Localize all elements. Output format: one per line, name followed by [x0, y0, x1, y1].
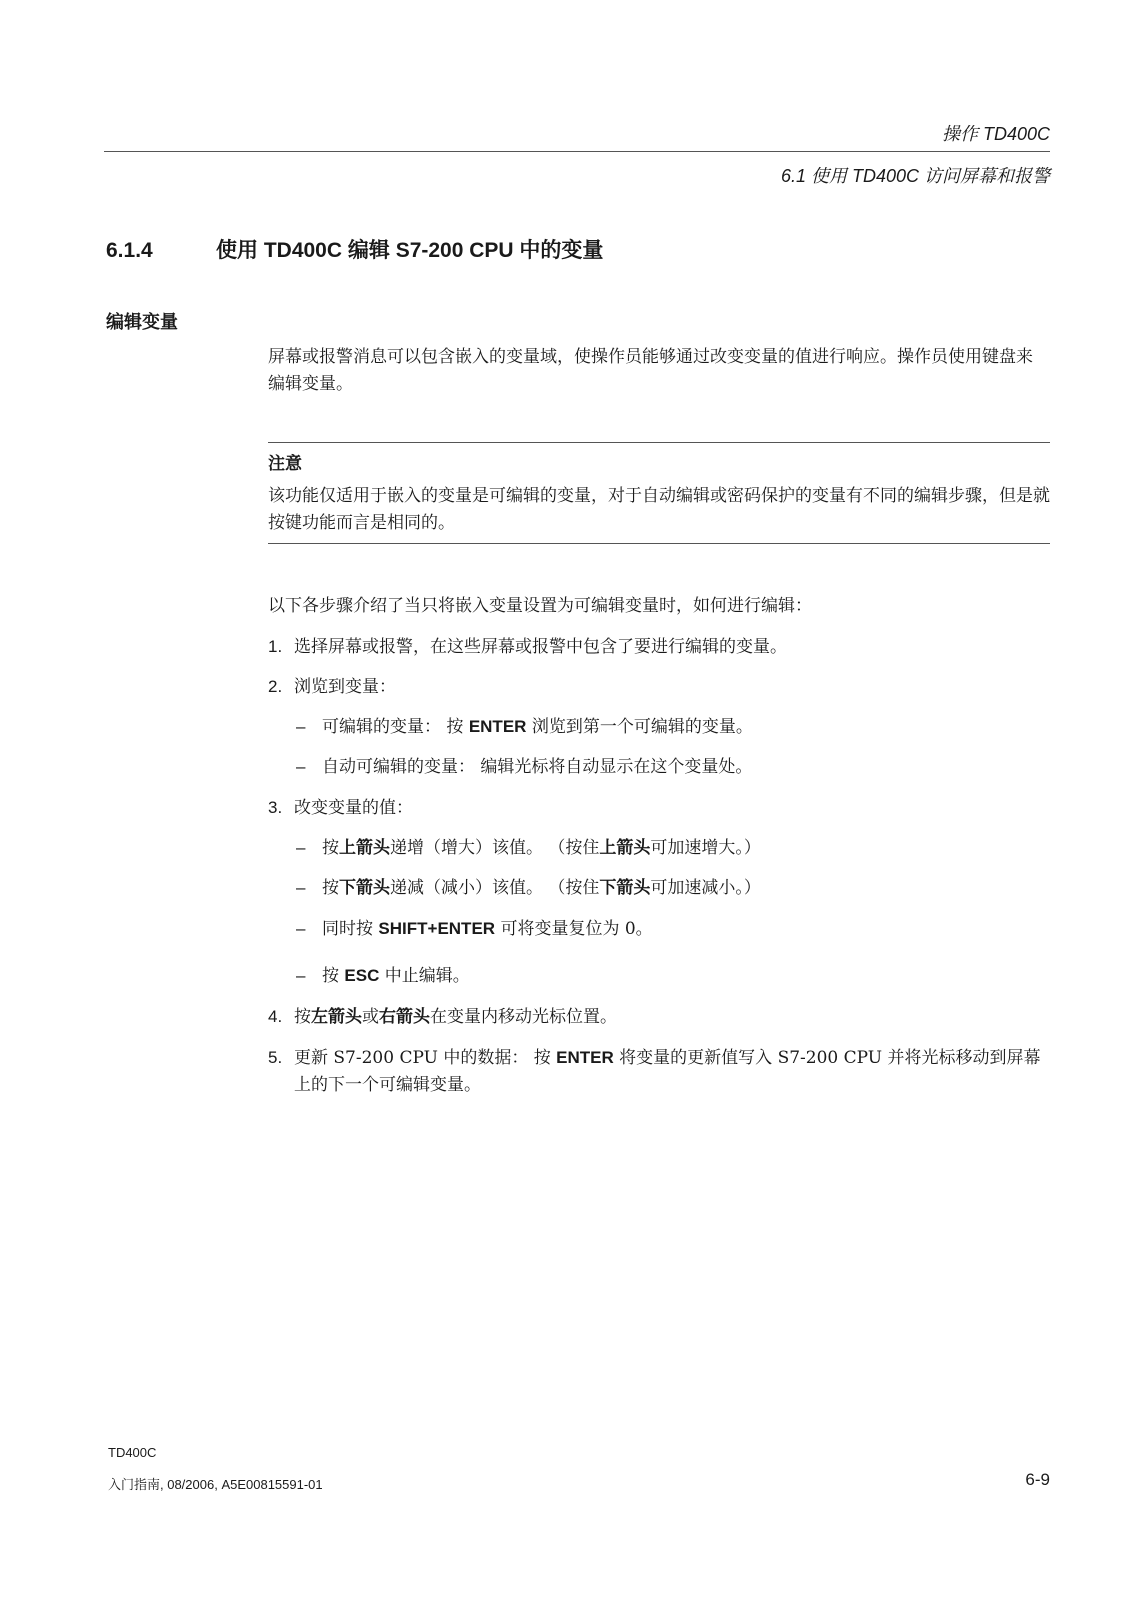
step-5: 5. 更新 S7-200 CPU 中的数据： 按 ENTER 将变量的更新值写入 S7-200 CPU 并将光标移动到屏幕上的下一个可编辑变量。 [268, 1048, 1041, 1095]
step-2: 2. 浏览到变量： [268, 677, 396, 697]
key-shift-enter: SHIFT+ENTER [378, 919, 496, 938]
step-2-item-editable: – 可编辑的变量： 按 ENTER 浏览到第一个可编辑的变量。 [296, 717, 753, 737]
step-3-item-up: – 按上箭头递增（增大）该值。 （按住上箭头可加速增大。） [296, 838, 761, 858]
footer-doc-info: 入门指南, 08/2006, A5E00815591-01 [108, 1477, 323, 1492]
intro-paragraph: 屏幕或报警消息可以包含嵌入的变量域，使操作员能够通过改变变量的值进行响应。操作员使用键盘来编辑变量。 [268, 347, 1033, 394]
header-rule [104, 151, 1050, 152]
step-2-item-auto: – 自动可编辑的变量： 编辑光标将自动显示在这个变量处。 [296, 757, 753, 777]
note-box [268, 442, 1050, 544]
step-3-item-down: – 按下箭头递减（减小）该值。 （按住下箭头可加速减小。） [296, 878, 761, 898]
note-title: 注意 [268, 454, 302, 473]
step-3-item-esc: – 按 ESC 中止编辑。 [296, 966, 470, 986]
running-header-chapter: 操作 TD400C [941, 124, 1050, 144]
key-up-arrow: 上箭头 [339, 838, 390, 857]
page-number: 6-9 [1025, 1470, 1050, 1489]
key-enter: ENTER [556, 1048, 614, 1067]
key-up-arrow: 上箭头 [599, 838, 651, 857]
step-3: 3. 改变变量的值： [268, 798, 413, 818]
running-header-section: 6.1 使用 TD400C 访问屏幕和报警 [780, 166, 1050, 186]
key-left-arrow: 左箭头 [311, 1007, 362, 1026]
step-3-item-reset: – 同时按 SHIFT+ENTER 可将变量复位为 0。 [296, 919, 653, 939]
footer-product: TD400C [108, 1445, 157, 1460]
section-number: 6.1.4 [106, 239, 153, 262]
key-esc: ESC [344, 966, 380, 985]
note-text: 该功能仅适用于嵌入的变量是可编辑的变量，对于自动编辑或密码保护的变量有不同的编辑步骤，但是就按键功能而言是相同的。 [268, 486, 1050, 533]
key-down-arrow: 下箭头 [339, 878, 390, 897]
key-enter: ENTER [468, 717, 527, 736]
section-heading [106, 234, 603, 264]
subsection-heading: 编辑变量 [106, 312, 178, 332]
section-title: 使用 TD400C 编辑 S7-200 CPU 中的变量 [216, 239, 604, 262]
step-4: 4. 按左箭头或右箭头在变量内移动光标位置。 [268, 1007, 617, 1027]
steps-intro: 以下各步骤介绍了当只将嵌入变量设置为可编辑变量时，如何进行编辑： [268, 596, 812, 616]
step-1: 1. 选择屏幕或报警，在这些屏幕或报警中包含了要进行编辑的变量。 [268, 637, 787, 657]
key-down-arrow: 下箭头 [599, 878, 651, 897]
key-right-arrow: 右箭头 [379, 1007, 430, 1026]
